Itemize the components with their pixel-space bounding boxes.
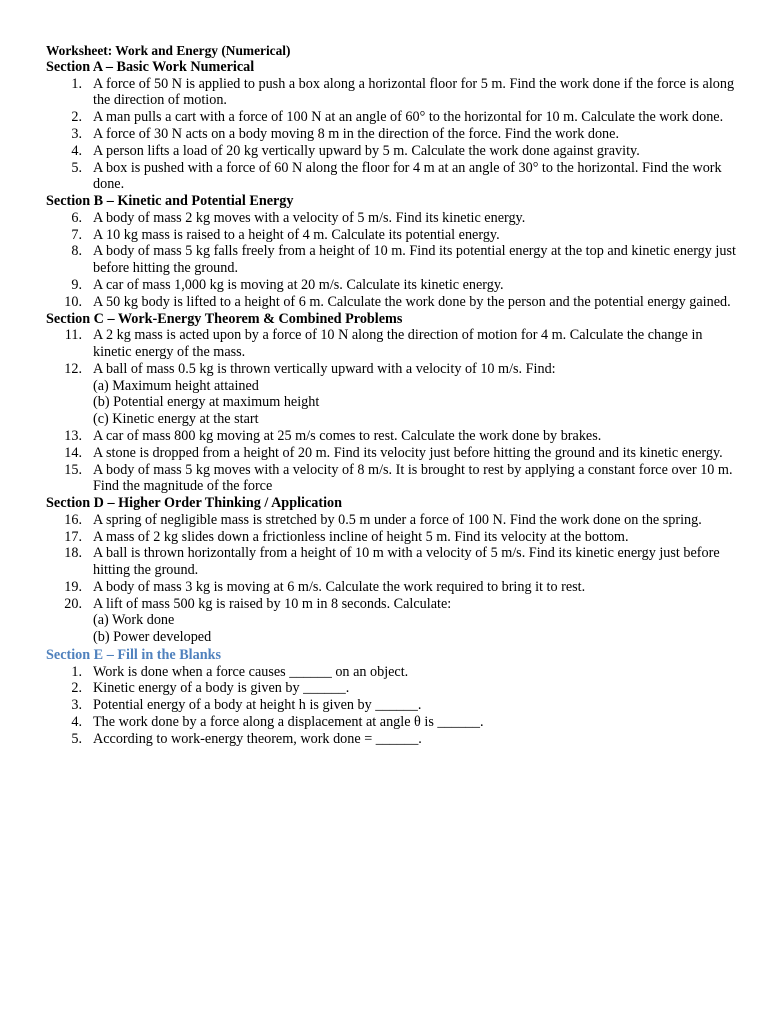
section-b-heading: Section B – Kinetic and Potential Energy: [46, 193, 294, 210]
question-text: A car of mass 1,000 kg is moving at 20 m/s. Calculate its kinetic energy.: [93, 276, 504, 293]
question-number: 19.: [64, 578, 82, 595]
question-item: [46, 143, 736, 160]
question-item: [46, 243, 736, 277]
sub-question: (b) Potential energy at maximum height: [93, 394, 320, 411]
blank-number: 5.: [71, 730, 82, 747]
blank-text: Work is done when a force causes ______ on an object.: [93, 663, 409, 680]
question-text: A force of 50 N is applied to push a box along a horizontal floor for 5 m. Find the work done if the force is along the direction of motion.: [93, 75, 735, 109]
section-a-heading: Section A – Basic Work Numerical: [46, 59, 255, 75]
question-item: [46, 545, 736, 579]
question-text: A 10 kg mass is raised to a height of 4 m. Calculate its potential energy.: [93, 226, 500, 243]
question-number: 3.: [71, 125, 82, 142]
question-item: [46, 327, 736, 361]
blank-item: [46, 680, 736, 697]
question-text: A car of mass 800 kg moving at 25 m/s comes to rest. Calculate the work done by brakes.: [93, 427, 602, 444]
question-item: [46, 277, 736, 294]
question-item: [46, 579, 736, 596]
question-number: 11.: [64, 327, 82, 344]
worksheet-title: Worksheet: Work and Energy (Numerical): [46, 43, 291, 58]
question-number: 15.: [64, 461, 82, 478]
blank-item: [46, 714, 736, 731]
question-number: 8.: [71, 243, 82, 260]
blank-text: The work done by a force along a displacement at angle θ is ______.: [93, 714, 484, 731]
question-number: 18.: [64, 545, 82, 562]
question-item: [46, 512, 736, 529]
question-number: 2.: [71, 109, 82, 126]
fill-in-blanks-list: [46, 664, 736, 748]
question-number: 20.: [64, 595, 82, 612]
section-c-questions: [46, 327, 736, 495]
question-number: 12.: [64, 360, 82, 377]
question-text: A mass of 2 kg slides down a frictionless incline of height 5 m. Find its velocity at the bottom.: [93, 528, 629, 545]
question-item: [46, 76, 736, 110]
sub-question: (c) Kinetic energy at the start: [93, 411, 259, 428]
section-e-heading: Section E – Fill in the Blanks: [46, 647, 222, 664]
blank-text: Kinetic energy of a body is given by ______.: [93, 680, 350, 697]
section-c-heading: Section C – Work-Energy Theorem & Combined Problems: [46, 310, 403, 327]
question-number: 14.: [64, 444, 82, 461]
question-item: [46, 445, 736, 462]
question-item: [46, 294, 736, 311]
section-d-questions: [46, 512, 736, 646]
question-text: A person lifts a load of 20 kg vertically upward by 5 m. Calculate the work done against gravity.: [93, 142, 640, 159]
question-text: A body of mass 5 kg falls freely from a height of 10 m. Find its potential energy at the top and kinetic energy just before hitting the ground.: [93, 243, 736, 277]
question-item: [46, 361, 736, 428]
blank-number: 1.: [71, 663, 82, 680]
question-item: [46, 160, 736, 194]
question-number: 13.: [64, 427, 82, 444]
question-text: A 2 kg mass is acted upon by a force of 10 N along the direction of motion for 4 m. Calculate the change in kinetic energy of the mass.: [93, 327, 703, 360]
question-text: A body of mass 5 kg moves with a velocity of 8 m/s. It is brought to rest by applying a constant force over 10 m. Find the magnitude of the force: [93, 461, 733, 495]
question-text: A ball is thrown horizontally from a height of 10 m with a velocity of 5 m/s. Find its kinetic energy just before hitting the ground.: [93, 545, 720, 579]
blank-item: [46, 664, 736, 681]
question-item: [46, 126, 736, 143]
blank-item: [46, 697, 736, 714]
section-b-questions: [46, 210, 736, 311]
question-item: [46, 109, 736, 126]
question-text: A body of mass 3 kg is moving at 6 m/s. Calculate the work required to bring it to rest.: [93, 578, 586, 595]
question-text: A box is pushed with a force of 60 N along the floor for 4 m at an angle of 30° to the horizontal. Find the work done.: [93, 159, 722, 193]
sub-question: (b) Power developed: [93, 629, 212, 646]
question-number: 5.: [71, 159, 82, 176]
blank-text: Potential energy of a body at height h is given by ______.: [93, 697, 422, 714]
section-d-heading: Section D – Higher Order Thinking / Application: [46, 495, 343, 512]
question-number: 7.: [71, 226, 82, 243]
question-item: [46, 428, 736, 445]
question-text: A lift of mass 500 kg is raised by 10 m in 8 seconds. Calculate:: [93, 595, 452, 612]
worksheet-page: [46, 42, 736, 748]
question-item: [46, 462, 736, 496]
question-item: [46, 210, 736, 227]
question-item: [46, 596, 736, 646]
question-text: A 50 kg body is lifted to a height of 6 m. Calculate the work done by the person and the potential energy gained.: [93, 293, 731, 310]
sub-question: (a) Work done: [93, 612, 175, 629]
section-a-questions: [46, 76, 736, 194]
sub-question: (a) Maximum height attained: [93, 377, 259, 394]
blank-item: [46, 731, 736, 748]
question-text: A force of 30 N acts on a body moving 8 m in the direction of the force. Find the work done.: [93, 125, 619, 142]
blank-number: 4.: [71, 714, 82, 731]
question-number: 4.: [71, 142, 82, 159]
question-number: 17.: [64, 528, 82, 545]
blank-number: 3.: [71, 697, 82, 714]
question-text: A spring of negligible mass is stretched by 0.5 m under a force of 100 N. Find the work done on the spring.: [93, 511, 702, 528]
question-item: [46, 529, 736, 546]
question-number: 1.: [71, 75, 82, 92]
question-text: A man pulls a cart with a force of 100 N at an angle of 60° to the horizontal for 10 m. Calculate the work done.: [93, 109, 724, 126]
question-number: 6.: [71, 209, 82, 226]
blank-text: According to work-energy theorem, work done = ______.: [93, 730, 422, 747]
question-number: 10.: [64, 293, 82, 310]
question-item: [46, 227, 736, 244]
question-number: 9.: [71, 276, 82, 293]
question-number: 16.: [64, 511, 82, 528]
blank-number: 2.: [71, 680, 82, 697]
question-text: A stone is dropped from a height of 20 m. Find its velocity just before hitting the ground and its kinetic energy.: [93, 444, 723, 461]
question-text: A body of mass 2 kg moves with a velocity of 5 m/s. Find its kinetic energy.: [93, 209, 526, 226]
question-text: A ball of mass 0.5 kg is thrown vertically upward with a velocity of 10 m/s. Find:: [93, 360, 556, 377]
